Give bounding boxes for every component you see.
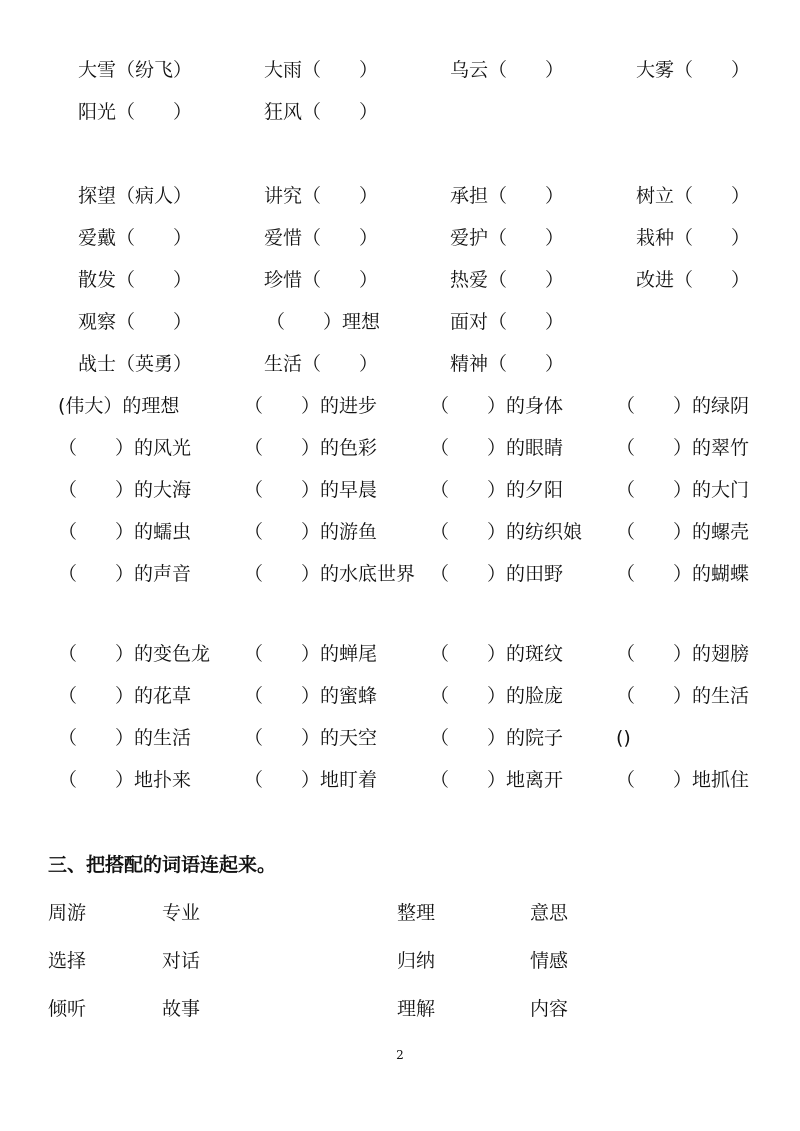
verb-row <box>0 265 800 295</box>
word-item: 改进（ ） <box>636 269 751 291</box>
weather-row <box>0 97 800 127</box>
word-item: （ ）的螺壳 <box>616 521 750 543</box>
word-item: （ ）的蜜蜂 <box>244 685 378 707</box>
de-phrase-row <box>0 517 800 547</box>
section-heading: 三、把搭配的词语连起来。 <box>48 854 277 876</box>
de-phrase-row <box>0 433 800 463</box>
word-item: （ ）的色彩 <box>244 437 378 459</box>
word-item: （ ）的声音 <box>58 563 192 585</box>
word-item: （ ）的脸庞 <box>430 685 564 707</box>
word-item: 讲究（ ） <box>264 185 379 207</box>
word-item: 承担（ ） <box>450 185 565 207</box>
word-item: 爱护（ ） <box>450 227 565 249</box>
word-item: （ ）的变色龙 <box>58 643 211 665</box>
word-item: （ ）的水底世界 <box>244 563 416 585</box>
word-item: （ ）的纺织娘 <box>430 521 583 543</box>
word-item: （ ）的翅膀 <box>616 643 750 665</box>
word-item: （ ）的院子 <box>430 727 564 749</box>
word-item: （ ）的斑纹 <box>430 643 564 665</box>
word-item: （ ）的蠕虫 <box>58 521 192 543</box>
word-item: （ ）的大海 <box>58 479 192 501</box>
match-word: 倾听 <box>48 998 87 1020</box>
match-word: 故事 <box>162 998 201 1020</box>
de-phrase-row <box>0 475 800 505</box>
match-word: 意思 <box>530 902 569 924</box>
word-item: （ ）地抓住 <box>616 769 750 791</box>
word-item: (伟大）的理想 <box>58 395 180 417</box>
word-item: （ ）地盯着 <box>244 769 378 791</box>
word-item: () <box>616 727 631 749</box>
match-word: 内容 <box>530 998 569 1020</box>
word-item: （ ）的生活 <box>616 685 750 707</box>
de-phrase-row <box>0 559 800 589</box>
match-word: 理解 <box>397 998 436 1020</box>
word-item: （ ）的眼睛 <box>430 437 564 459</box>
match-word: 归纳 <box>397 950 436 972</box>
word-item: 阳光（ ） <box>78 101 193 123</box>
word-item: （ ）的大门 <box>616 479 750 501</box>
word-item: （ ）的天空 <box>244 727 378 749</box>
word-item: 栽种（ ） <box>636 227 751 249</box>
word-item: 大雪（纷飞） <box>78 59 193 81</box>
word-item: （ ）理想 <box>266 311 381 333</box>
word-item: 生活（ ） <box>264 353 379 375</box>
de-phrase-row <box>0 681 800 711</box>
word-item: 战士（英勇） <box>78 353 193 375</box>
match-word: 选择 <box>48 950 87 972</box>
word-item: 爱惜（ ） <box>264 227 379 249</box>
word-item: 大雾（ ） <box>636 59 751 81</box>
de-phrase-row <box>0 765 800 795</box>
word-item: （ ）的翠竹 <box>616 437 750 459</box>
word-item: 乌云（ ） <box>450 59 565 81</box>
word-item: （ ）地扑来 <box>58 769 192 791</box>
word-item: （ ）的夕阳 <box>430 479 564 501</box>
page-number: 2 <box>396 1048 404 1062</box>
match-word: 情感 <box>530 950 569 972</box>
verb-row <box>0 307 800 337</box>
word-item: 观察（ ） <box>78 311 193 333</box>
word-item: 探望（病人） <box>78 185 193 207</box>
word-item: 热爱（ ） <box>450 269 565 291</box>
match-word: 对话 <box>162 950 201 972</box>
word-item: （ ）的绿阴 <box>616 395 750 417</box>
word-item: （ ）的进步 <box>244 395 378 417</box>
verb-row <box>0 223 800 253</box>
word-item: 大雨（ ） <box>264 59 379 81</box>
verb-row <box>0 181 800 211</box>
word-item: （ ）的生活 <box>58 727 192 749</box>
match-word: 周游 <box>48 902 87 924</box>
word-item: （ ）的蝉尾 <box>244 643 378 665</box>
de-phrase-row <box>0 391 800 421</box>
weather-row <box>0 55 800 85</box>
word-item: （ ）的蝴蝶 <box>616 563 750 585</box>
word-item: （ ）的风光 <box>58 437 192 459</box>
verb-row <box>0 349 800 379</box>
word-item: 散发（ ） <box>78 269 193 291</box>
word-item: （ ）的身体 <box>430 395 564 417</box>
word-item: 狂风（ ） <box>264 101 379 123</box>
word-item: 面对（ ） <box>450 311 565 333</box>
de-phrase-row <box>0 639 800 669</box>
word-item: 爱戴（ ） <box>78 227 193 249</box>
match-word: 整理 <box>397 902 436 924</box>
word-item: 树立（ ） <box>636 185 751 207</box>
word-item: 精神（ ） <box>450 353 565 375</box>
word-item: （ ）的花草 <box>58 685 192 707</box>
word-item: （ ）的游鱼 <box>244 521 378 543</box>
word-item: （ ）的田野 <box>430 563 564 585</box>
word-item: （ ）的早晨 <box>244 479 378 501</box>
match-word: 专业 <box>162 902 201 924</box>
de-phrase-row <box>0 723 800 753</box>
word-item: （ ）地离开 <box>430 769 564 791</box>
word-item: 珍惜（ ） <box>264 269 379 291</box>
